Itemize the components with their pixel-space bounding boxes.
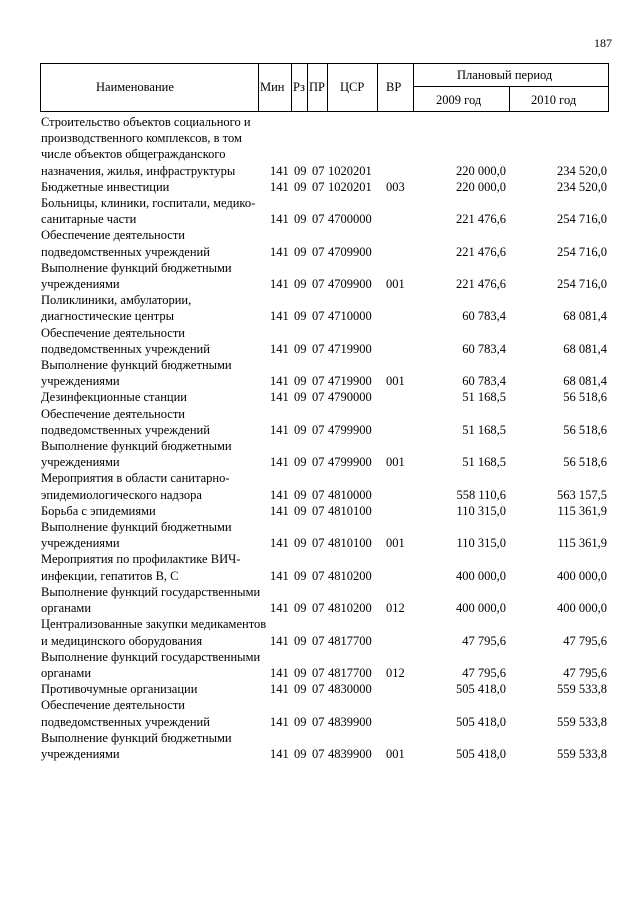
cell-min: 141 xyxy=(270,568,289,583)
cell-vr: 001 xyxy=(386,277,405,292)
header-year-2010: 2010 год xyxy=(531,93,577,107)
header-pr: ПР xyxy=(309,80,325,94)
page-number: 187 xyxy=(594,36,612,50)
cell-csr: 4810200 xyxy=(328,601,372,616)
cell-csr: 4799900 xyxy=(328,455,372,470)
cell-pr: 07 xyxy=(312,568,325,583)
cell-csr: 4700000 xyxy=(328,212,372,227)
cell-2009: 221 476,6 xyxy=(456,244,506,259)
cell-2009: 505 418,0 xyxy=(456,714,506,729)
cell-csr: 4719900 xyxy=(328,341,372,356)
cell-csr: 4810100 xyxy=(328,536,372,551)
cell-csr: 4839900 xyxy=(328,746,372,761)
cell-rz: 09 xyxy=(294,309,307,324)
header-vr: ВР xyxy=(386,80,402,94)
row-name: Выполнение функций бюджетными учреждениями xyxy=(41,520,232,551)
cell-vr: 001 xyxy=(386,746,405,761)
cell-rz: 09 xyxy=(294,163,307,178)
table-row xyxy=(0,179,640,195)
cell-csr: 4709900 xyxy=(328,277,372,292)
cell-rz: 09 xyxy=(294,179,307,194)
cell-pr: 07 xyxy=(312,341,325,356)
table-row xyxy=(0,195,640,227)
cell-2010: 254 716,0 xyxy=(557,212,607,227)
cell-rz: 09 xyxy=(294,487,307,502)
cell-2009: 400 000,0 xyxy=(456,568,506,583)
cell-csr: 4817700 xyxy=(328,665,372,680)
cell-pr: 07 xyxy=(312,746,325,761)
cell-2009: 221 476,6 xyxy=(456,212,506,227)
cell-2010: 254 716,0 xyxy=(557,244,607,259)
cell-csr: 4710000 xyxy=(328,309,372,324)
header-rz: Рз xyxy=(293,80,305,94)
table-row xyxy=(0,389,640,405)
cell-2009: 51 168,5 xyxy=(462,455,506,470)
cell-min: 141 xyxy=(270,163,289,178)
row-name: Поликлиники, амбулатории, диагностические центры xyxy=(41,293,192,324)
cell-2009: 110 315,0 xyxy=(456,503,506,518)
cell-2010: 115 361,9 xyxy=(557,503,607,518)
row-name: Дезинфекционные станции xyxy=(41,390,187,405)
row-name: Централизованные закупки медикаментов и медицинского оборудования xyxy=(41,617,267,648)
table-row xyxy=(0,325,640,357)
cell-pr: 07 xyxy=(312,682,325,697)
header-min: Мин xyxy=(260,80,285,94)
row-name: Обеспечение деятельности подведомственных учреждений xyxy=(41,406,210,437)
cell-csr: 4790000 xyxy=(328,390,372,405)
table-row xyxy=(0,584,640,616)
cell-2009: 110 315,0 xyxy=(456,536,506,551)
cell-csr: 1020201 xyxy=(328,179,372,194)
cell-rz: 09 xyxy=(294,633,307,648)
cell-min: 141 xyxy=(270,536,289,551)
row-name: Выполнение функций государственными органами xyxy=(41,649,261,680)
cell-pr: 07 xyxy=(312,374,325,389)
cell-csr: 4817700 xyxy=(328,633,372,648)
cell-pr: 07 xyxy=(312,665,325,680)
cell-rz: 09 xyxy=(294,665,307,680)
cell-rz: 09 xyxy=(294,390,307,405)
cell-pr: 07 xyxy=(312,163,325,178)
cell-pr: 07 xyxy=(312,601,325,616)
cell-min: 141 xyxy=(270,633,289,648)
cell-2009: 60 783,4 xyxy=(462,341,506,356)
table-row xyxy=(0,681,640,697)
cell-2010: 559 533,8 xyxy=(557,682,607,697)
table-row xyxy=(0,227,640,259)
header-name: Наименование xyxy=(96,80,174,94)
row-name: Обеспечение деятельности подведомственных учреждений xyxy=(41,228,210,259)
cell-pr: 07 xyxy=(312,536,325,551)
cell-min: 141 xyxy=(270,422,289,437)
row-name: Борьба с эпидемиями xyxy=(41,503,156,518)
cell-csr: 4799900 xyxy=(328,422,372,437)
table-row xyxy=(0,260,640,292)
header-csr: ЦСР xyxy=(340,80,365,94)
cell-pr: 07 xyxy=(312,714,325,729)
cell-rz: 09 xyxy=(294,536,307,551)
cell-pr: 07 xyxy=(312,212,325,227)
table-header xyxy=(40,63,609,112)
cell-rz: 09 xyxy=(294,568,307,583)
cell-rz: 09 xyxy=(294,277,307,292)
cell-2009: 51 168,5 xyxy=(462,422,506,437)
row-name: Обеспечение деятельности подведомственных учреждений xyxy=(41,325,210,356)
cell-2009: 220 000,0 xyxy=(456,163,506,178)
table-row xyxy=(0,649,640,681)
row-name: Бюджетные инвестиции xyxy=(41,179,170,194)
cell-2010: 563 157,5 xyxy=(557,487,607,502)
table-row xyxy=(0,730,640,762)
cell-min: 141 xyxy=(270,455,289,470)
cell-2009: 220 000,0 xyxy=(456,179,506,194)
table-row xyxy=(0,357,640,389)
row-name: Мероприятия в области санитарно-эпидемиологического надзора xyxy=(41,471,230,502)
cell-pr: 07 xyxy=(312,503,325,518)
cell-vr: 001 xyxy=(386,374,405,389)
cell-2009: 558 110,6 xyxy=(456,487,506,502)
cell-2010: 559 533,8 xyxy=(557,746,607,761)
cell-2010: 115 361,9 xyxy=(557,536,607,551)
cell-min: 141 xyxy=(270,212,289,227)
cell-2009: 51 168,5 xyxy=(462,390,506,405)
cell-2009: 60 783,4 xyxy=(462,309,506,324)
cell-rz: 09 xyxy=(294,714,307,729)
cell-2010: 47 795,6 xyxy=(563,665,607,680)
cell-pr: 07 xyxy=(312,179,325,194)
row-name: Выполнение функций бюджетными учреждениями xyxy=(41,358,232,389)
cell-pr: 07 xyxy=(312,487,325,502)
row-name: Противочумные организации xyxy=(41,682,198,697)
header-plan-period: Плановый период xyxy=(457,68,553,82)
cell-2009: 400 000,0 xyxy=(456,601,506,616)
cell-rz: 09 xyxy=(294,682,307,697)
cell-2010: 56 518,6 xyxy=(563,455,607,470)
cell-vr: 012 xyxy=(386,665,405,680)
table-row xyxy=(0,470,640,502)
cell-2010: 56 518,6 xyxy=(563,422,607,437)
table-row xyxy=(0,292,640,324)
cell-2010: 254 716,0 xyxy=(557,277,607,292)
table-row xyxy=(0,438,640,470)
cell-csr: 4810200 xyxy=(328,568,372,583)
cell-2009: 505 418,0 xyxy=(456,746,506,761)
cell-2010: 68 081,4 xyxy=(563,309,607,324)
cell-rz: 09 xyxy=(294,455,307,470)
cell-2010: 234 520,0 xyxy=(557,179,607,194)
cell-2010: 559 533,8 xyxy=(557,714,607,729)
row-name: Выполнение функций бюджетными учреждениями xyxy=(41,730,232,761)
cell-csr: 1020201 xyxy=(328,163,372,178)
cell-rz: 09 xyxy=(294,374,307,389)
cell-2010: 234 520,0 xyxy=(557,163,607,178)
row-name: Выполнение функций бюджетными учреждениями xyxy=(41,260,232,292)
row-name: Мероприятия по профилактике ВИЧ-инфекции, гепатитов В, С xyxy=(41,552,241,583)
cell-2009: 60 783,4 xyxy=(462,374,506,389)
cell-vr: 001 xyxy=(386,455,405,470)
cell-2009: 47 795,6 xyxy=(462,633,506,648)
cell-csr: 4709900 xyxy=(328,244,372,259)
cell-min: 141 xyxy=(270,244,289,259)
cell-min: 141 xyxy=(270,179,289,194)
cell-csr: 4810100 xyxy=(328,503,372,518)
row-name: Строительство объектов социального и производственного комплексов, в том числе объектов общегражданского назначения, жилья, инфраструктуры xyxy=(41,115,251,178)
cell-rz: 09 xyxy=(294,341,307,356)
table-row xyxy=(0,406,640,438)
cell-pr: 07 xyxy=(312,309,325,324)
table-row xyxy=(0,616,640,648)
cell-min: 141 xyxy=(270,277,289,292)
cell-csr: 4719900 xyxy=(328,374,372,389)
table-row xyxy=(0,697,640,729)
cell-2010: 47 795,6 xyxy=(563,633,607,648)
cell-vr: 001 xyxy=(386,536,405,551)
cell-2009: 505 418,0 xyxy=(456,682,506,697)
cell-min: 141 xyxy=(270,601,289,616)
row-name: Выполнение функций государственными органами xyxy=(41,584,261,616)
cell-min: 141 xyxy=(270,714,289,729)
cell-min: 141 xyxy=(270,374,289,389)
cell-csr: 4839900 xyxy=(328,714,372,729)
cell-2010: 68 081,4 xyxy=(563,341,607,356)
table-row xyxy=(0,519,640,551)
cell-2010: 400 000,0 xyxy=(557,601,607,616)
cell-pr: 07 xyxy=(312,422,325,437)
cell-rz: 09 xyxy=(294,422,307,437)
cell-min: 141 xyxy=(270,746,289,761)
cell-min: 141 xyxy=(270,503,289,518)
table-row xyxy=(0,551,640,583)
row-name: Выполнение функций бюджетными учреждениями xyxy=(41,439,232,470)
cell-min: 141 xyxy=(270,665,289,680)
cell-min: 141 xyxy=(270,487,289,502)
cell-min: 141 xyxy=(270,682,289,697)
cell-2010: 56 518,6 xyxy=(563,390,607,405)
cell-pr: 07 xyxy=(312,390,325,405)
header-year-2009: 2009 год xyxy=(436,93,482,107)
row-name: Обеспечение деятельности подведомственных учреждений xyxy=(41,698,210,729)
cell-min: 141 xyxy=(270,390,289,405)
table-body xyxy=(0,114,640,762)
cell-pr: 07 xyxy=(312,633,325,648)
table-row xyxy=(0,503,640,519)
cell-pr: 07 xyxy=(312,244,325,259)
cell-csr: 4810000 xyxy=(328,487,372,502)
cell-vr: 003 xyxy=(386,179,405,194)
cell-min: 141 xyxy=(270,309,289,324)
cell-rz: 09 xyxy=(294,746,307,761)
cell-2010: 68 081,4 xyxy=(563,374,607,389)
cell-csr: 4830000 xyxy=(328,682,372,697)
cell-min: 141 xyxy=(270,341,289,356)
cell-rz: 09 xyxy=(294,601,307,616)
cell-rz: 09 xyxy=(294,212,307,227)
cell-pr: 07 xyxy=(312,455,325,470)
cell-rz: 09 xyxy=(294,244,307,259)
cell-pr: 07 xyxy=(312,277,325,292)
row-name: Больницы, клиники, госпитали, медико-санитарные части xyxy=(41,196,256,227)
cell-2009: 47 795,6 xyxy=(462,665,506,680)
table-row xyxy=(0,114,640,179)
cell-vr: 012 xyxy=(386,601,405,616)
cell-2010: 400 000,0 xyxy=(557,568,607,583)
cell-rz: 09 xyxy=(294,503,307,518)
cell-2009: 221 476,6 xyxy=(456,277,506,292)
